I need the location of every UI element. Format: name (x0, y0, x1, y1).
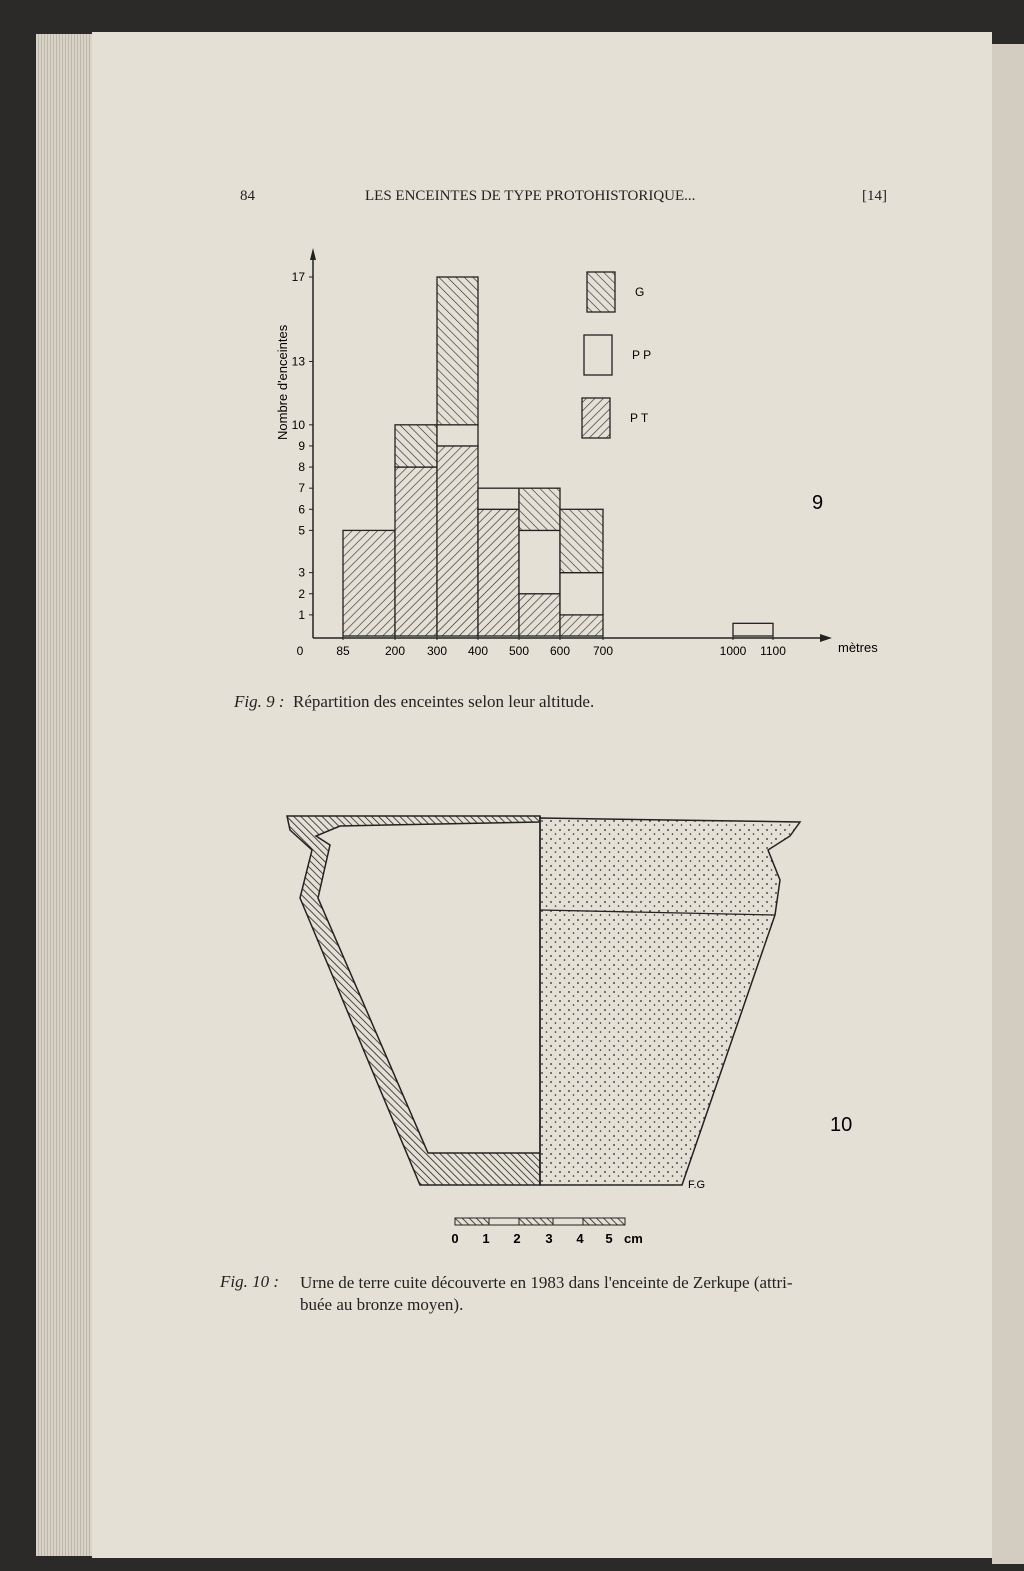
figure-9-label: Fig. 9 : (234, 692, 285, 711)
bar-segment-pt (343, 530, 395, 636)
bar-segment-pt (519, 594, 560, 636)
legend-label: P P (632, 348, 652, 362)
bar-segment-g (560, 509, 603, 572)
x-tick-label: 200 (384, 644, 406, 658)
legend-label: G (635, 285, 645, 299)
legend-swatch (587, 272, 615, 312)
scale-label: 3 (545, 1231, 553, 1246)
figure-10-number: 10 (830, 1114, 853, 1136)
scale-label: 0 (451, 1231, 459, 1246)
bar-segment-pt (437, 446, 478, 636)
x-tick-label: 700 (592, 644, 614, 658)
x-tick-label: 85 (336, 644, 350, 658)
scale-unit: cm (624, 1231, 643, 1246)
x-tick-label: 1000 (719, 644, 747, 658)
y-tick-label: 10 (291, 417, 305, 432)
y-tick-label: 9 (298, 438, 305, 453)
y-tick-label: 13 (291, 354, 305, 369)
figure-9-number: 9 (812, 492, 824, 514)
y-tick-label: 8 (298, 460, 305, 475)
y-tick-label: 7 (298, 481, 305, 496)
scale-label: 1 (482, 1231, 490, 1246)
y-tick-label: 1 (298, 607, 305, 622)
x-tick-label: 0 (296, 644, 304, 658)
caption-line-1: Urne de terre cuite découverte en 1983 dans l'enceinte de Zerkupe (attri- (300, 1273, 793, 1292)
bar-segment-g (519, 488, 560, 530)
urn-drawing (287, 816, 800, 1185)
bar-segment-pt (478, 509, 519, 636)
x-tick-label: 1100 (760, 644, 786, 658)
scale-label: 4 (576, 1231, 584, 1246)
y-tick-label: 6 (298, 502, 305, 517)
y-tick-label: 17 (291, 270, 305, 284)
x-tick-label: 500 (508, 644, 530, 658)
bar-segment-pp (478, 488, 519, 509)
x-tick-label: 400 (467, 644, 489, 658)
bar-segment-pt (395, 467, 437, 636)
running-title: LES ENCEINTES DE TYPE PROTOHISTORIQUE... (365, 188, 696, 204)
y-tick-label: 2 (298, 586, 305, 601)
figure-9-caption (234, 692, 594, 712)
bar-segment-pp (519, 530, 560, 593)
figure-10-caption (300, 1272, 900, 1316)
x-axis-label: mètres (838, 640, 878, 655)
page-number: 84 (240, 188, 255, 204)
bar-segment-pp (560, 573, 603, 615)
figure-9-caption-text: Répartition des enceintes selon leur altitude. (293, 692, 595, 711)
urn-exterior (540, 818, 800, 1185)
scale-label: 5 (605, 1231, 613, 1246)
figure-10-label (220, 1272, 279, 1292)
bar-segment-pp (733, 623, 773, 636)
x-axis-arrow (820, 634, 832, 642)
x-tick-label: 300 (426, 644, 448, 658)
y-axis-label: Nombre d'enceintes (275, 324, 290, 440)
legend-label: P T (630, 411, 649, 425)
caption-line-2: buée au bronze moyen). (300, 1295, 464, 1314)
legend-swatch (582, 398, 610, 438)
y-tick-label: 5 (298, 523, 305, 538)
x-tick-label: 600 (549, 644, 571, 658)
bar-segment-g (437, 277, 478, 425)
bar-segment-g (395, 425, 437, 467)
urn-wall-section (287, 816, 540, 1185)
legend-swatch (584, 335, 612, 375)
bar-segment-pt (560, 615, 603, 636)
y-axis-arrow (310, 248, 316, 260)
bar-segment-pp (437, 425, 478, 446)
scale-bar (455, 1218, 625, 1225)
figure-10-label-text: Fig. 10 : (220, 1272, 280, 1291)
scale-label: 2 (513, 1231, 521, 1246)
y-tick-label: 3 (298, 565, 305, 580)
author-mark: F.G (688, 1179, 706, 1191)
section-number: [14] (862, 188, 887, 204)
